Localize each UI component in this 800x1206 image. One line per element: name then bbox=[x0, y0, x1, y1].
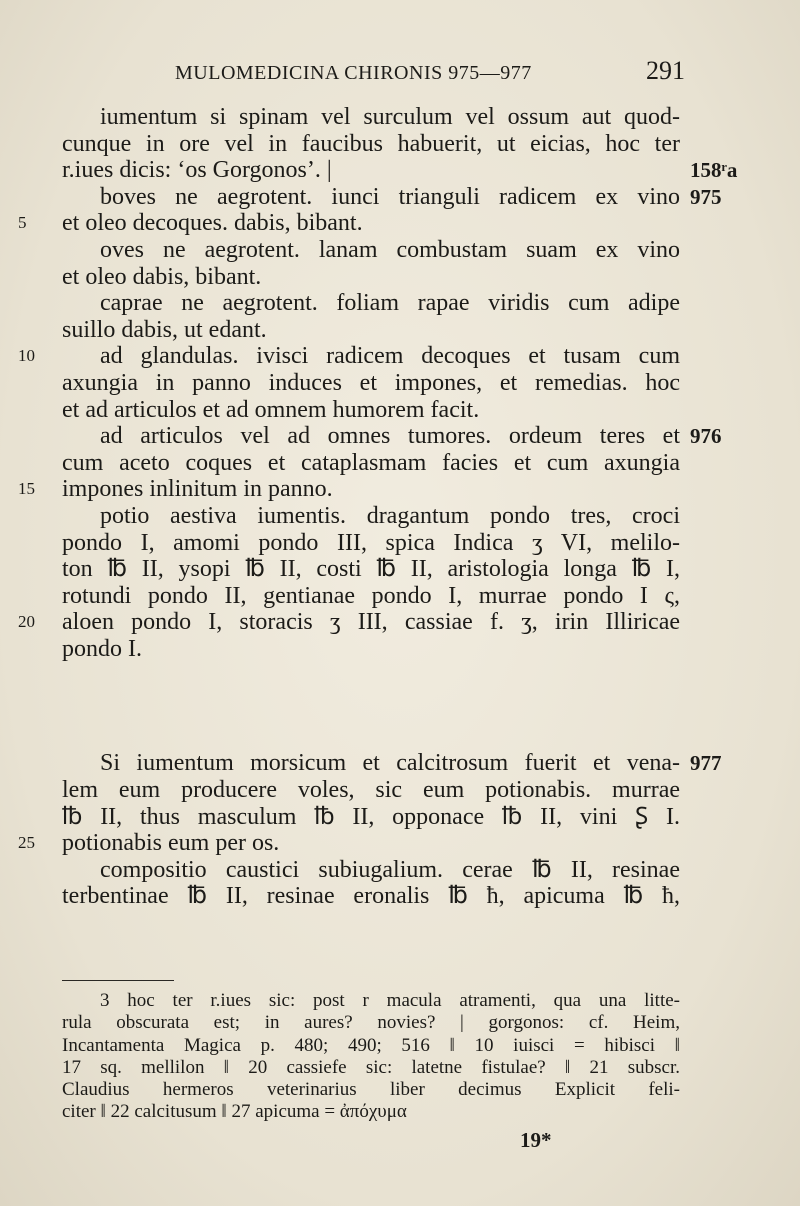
text-line bbox=[62, 530, 680, 557]
line-text: lem eum producere voles, sic eum potionabis. murrae bbox=[62, 777, 680, 804]
line-text: terbentinae ℔ II, resinae eronalis ℔ ħ, apicuma ℔ ħ, bbox=[62, 883, 680, 910]
line-text: aloen pondo I, storacis ʒ III, cassiae f. ʒ, irin Illiricae bbox=[62, 609, 680, 636]
page-number: 291 bbox=[646, 56, 685, 85]
line-text: et oleo decoques. dabis, bibant. bbox=[62, 210, 363, 237]
line-number: 20 bbox=[18, 612, 35, 632]
text-line bbox=[62, 450, 680, 477]
line-text: ton ℔ II, ysopi ℔ II, costi ℔ II, aristologia longa ℔ I, bbox=[62, 556, 680, 583]
line-text: oves ne aegrotent. lanam combustam suam ex vino bbox=[100, 236, 680, 263]
text-line bbox=[62, 583, 680, 610]
margin-reference: 976 bbox=[690, 424, 722, 449]
line-text: potionabis eum per os. bbox=[62, 830, 280, 857]
footnote-line: rula obscurata est; in aures? novies? | gorgonos: cf. Heim, bbox=[62, 1012, 680, 1034]
page-header bbox=[175, 56, 685, 92]
text-line bbox=[62, 237, 680, 264]
text-line bbox=[62, 423, 722, 450]
line-text: pondo I, amomi pondo III, spica Indica ʒ VI, melilo- bbox=[62, 529, 680, 556]
text-line bbox=[18, 476, 680, 503]
line-text: iumentum si spinam vel surculum vel ossum aut quod- bbox=[100, 104, 680, 130]
line-text: rotundi pondo II, gentianae pondo I, murrae pondo I ς, bbox=[62, 582, 680, 609]
text-line bbox=[62, 556, 680, 583]
text-line bbox=[62, 183, 722, 211]
text-line bbox=[62, 290, 680, 317]
line-number: 25 bbox=[18, 833, 35, 853]
text-line bbox=[62, 777, 680, 804]
footnotes bbox=[62, 990, 680, 1124]
line-text: ad articulos vel ad omnes tumores. ordeum teres et bbox=[100, 423, 680, 450]
line-text: ℔ II, thus masculum ℔ II, opponace ℔ II, vini Ʂ I. bbox=[62, 803, 680, 830]
margin-reference: 158ʳa bbox=[690, 158, 738, 183]
text-line bbox=[62, 264, 680, 291]
text-line bbox=[62, 503, 680, 530]
footnote-line: citer ‖ 22 calcitusum ‖ 27 apicuma = ἀπόχυμα bbox=[62, 1101, 407, 1123]
line-number: 10 bbox=[18, 346, 35, 366]
text-line bbox=[62, 104, 680, 131]
line-text: caprae ne aegrotent. foliam rapae viridis cum adipe bbox=[100, 290, 680, 317]
line-text: potio aestiva iumentis. dragantum pondo tres, croci bbox=[100, 502, 680, 529]
line-text: impones inlinitum in panno. bbox=[62, 476, 333, 503]
line-text: boves ne aegrotent. iunci trianguli radicem ex vino bbox=[100, 183, 680, 210]
line-text: pondo I. bbox=[62, 635, 142, 662]
line-number: 15 bbox=[18, 479, 35, 499]
text-line bbox=[18, 830, 680, 857]
margin-reference: 977 bbox=[690, 751, 722, 776]
line-text: cum aceto coques et cataplasmam facies et cum axungia bbox=[62, 449, 680, 476]
text-line bbox=[62, 370, 680, 397]
line-text: et oleo dabis, bibant. bbox=[62, 263, 262, 290]
line-text: ad glandulas. ivisci radicem decoques et tusam cum bbox=[100, 343, 680, 370]
footnote-line: 17 sq. mellilon ‖ 20 cassiefe sic: latetne fistulae? ‖ 21 subscr. bbox=[62, 1056, 680, 1078]
line-text: cunque in ore vel in faucibus habuerit, ut eicias, hoc ter bbox=[62, 130, 680, 157]
text-line bbox=[62, 750, 722, 777]
footnote-rule bbox=[62, 980, 174, 981]
line-text: r.iues dicis: ‘os Gorgonos’. | bbox=[62, 157, 332, 184]
line-text: axungia in panno induces et impones, et remedias. hoc bbox=[62, 369, 680, 396]
text-line bbox=[62, 883, 680, 910]
text-line bbox=[18, 210, 680, 237]
line-number: 5 bbox=[18, 213, 27, 233]
line-text: compositio caustici subiugalium. cerae ℔ II, resinae bbox=[100, 856, 680, 883]
main-text bbox=[18, 104, 738, 910]
text-line bbox=[62, 397, 680, 424]
footnote-line: Incantamenta Magica p. 480; 490; 516 ‖ 10 iuisci = hibisci ‖ bbox=[62, 1034, 680, 1056]
text-line bbox=[62, 317, 680, 344]
line-text: suillo dabis, ut edant. bbox=[62, 316, 267, 343]
text-line bbox=[62, 157, 738, 184]
running-title: MULOMEDICINA CHIRONIS 975—977 bbox=[175, 62, 532, 84]
footnote-line: 3 hoc ter r.iues sic: post r macula atramenti, qua una litte- bbox=[100, 990, 680, 1011]
text-line bbox=[18, 343, 680, 370]
text-line bbox=[62, 804, 680, 831]
text-line bbox=[18, 609, 680, 636]
line-text: Si iumentum morsicum et calcitrosum fuerit et vena- bbox=[100, 750, 680, 777]
text-line bbox=[62, 857, 680, 884]
text-line bbox=[62, 636, 680, 663]
margin-reference: 975 bbox=[690, 184, 722, 209]
text-line bbox=[62, 131, 680, 158]
signature-mark: 19* bbox=[520, 1128, 552, 1152]
line-text: et ad articulos et ad omnem humorem facit. bbox=[62, 396, 480, 423]
footnote-line: Claudius hermeros veterinarius liber decimus Explicit feli- bbox=[62, 1079, 680, 1101]
